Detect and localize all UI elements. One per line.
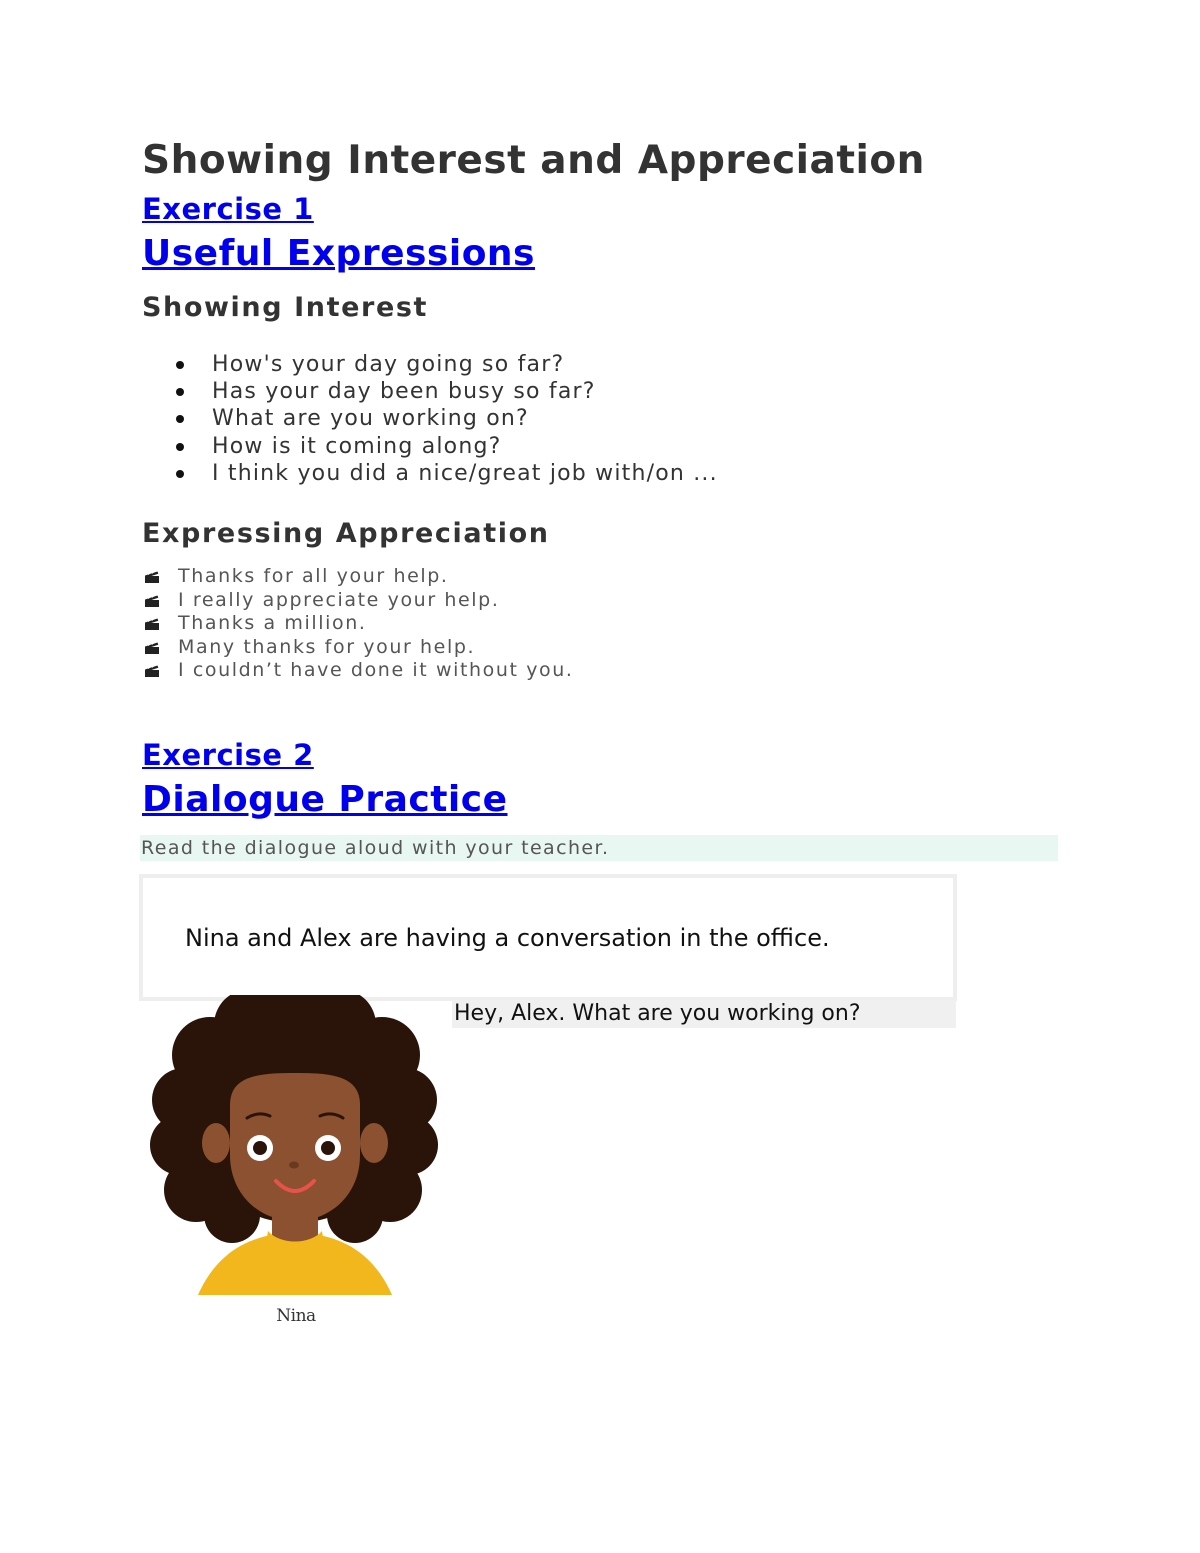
dialogue-line: Hey, Alex. What are you working on? xyxy=(452,1000,956,1028)
nose xyxy=(289,1162,299,1169)
showing-interest-heading: Showing Interest xyxy=(142,292,429,323)
expressing-appreciation-heading: Expressing Appreciation xyxy=(142,518,550,549)
instruction-text: Read the dialogue aloud with your teacher. xyxy=(140,835,1058,861)
list-item xyxy=(142,565,574,589)
clapperboard-icon xyxy=(144,571,160,584)
page-title: Showing Interest and Appreciation xyxy=(142,138,925,183)
list-item xyxy=(172,433,718,460)
bullet-icon xyxy=(176,361,184,369)
list-item xyxy=(172,405,718,432)
clapperboard-icon xyxy=(144,595,160,608)
useful-expressions-link[interactable]: Useful Expressions xyxy=(142,233,535,274)
list-item xyxy=(142,589,574,613)
list-item-text: What are you working on? xyxy=(212,406,529,432)
list-item-text: I think you did a nice/great job with/on ... xyxy=(212,460,718,486)
list-item-text: How's your day going so far? xyxy=(212,352,565,377)
list-item-text: How is it coming along? xyxy=(212,433,502,459)
bullet-icon xyxy=(176,415,184,423)
scene-description: Nina and Alex are having a conversation in the office. xyxy=(185,924,830,952)
bullet-icon xyxy=(176,470,184,478)
dialogue-practice-link[interactable]: Dialogue Practice xyxy=(142,779,508,820)
list-item-text: Has your day been busy so far? xyxy=(212,379,596,405)
list-item xyxy=(142,636,574,660)
bullet-icon xyxy=(176,443,184,451)
exercise-1-link[interactable]: Exercise 1 xyxy=(142,192,314,226)
list-item xyxy=(172,460,718,487)
list-item-text: Thanks for all your help. xyxy=(178,565,449,587)
clapperboard-icon xyxy=(144,665,160,678)
list-item-text: Thanks a million. xyxy=(178,612,367,635)
right-pupil xyxy=(321,1141,335,1155)
list-item xyxy=(142,612,574,636)
left-ear xyxy=(202,1123,230,1163)
list-item xyxy=(142,659,574,683)
nina-avatar xyxy=(150,995,440,1295)
right-ear xyxy=(360,1123,388,1163)
showing-interest-list xyxy=(172,351,718,487)
clapperboard-icon xyxy=(144,618,160,631)
list-item-text: Many thanks for your help. xyxy=(178,635,476,658)
clapperboard-icon xyxy=(144,642,160,655)
list-item xyxy=(172,378,718,405)
bullet-icon xyxy=(176,388,184,396)
left-pupil xyxy=(253,1141,267,1155)
avatar-caption: Nina xyxy=(276,1306,316,1326)
expressing-appreciation-list xyxy=(142,565,574,683)
scene-box xyxy=(139,874,957,1001)
list-item xyxy=(172,351,718,378)
list-item-text: I couldn’t have done it without you. xyxy=(178,659,574,682)
exercise-2-link[interactable]: Exercise 2 xyxy=(142,738,314,772)
list-item-text: I really appreciate your help. xyxy=(178,588,500,611)
